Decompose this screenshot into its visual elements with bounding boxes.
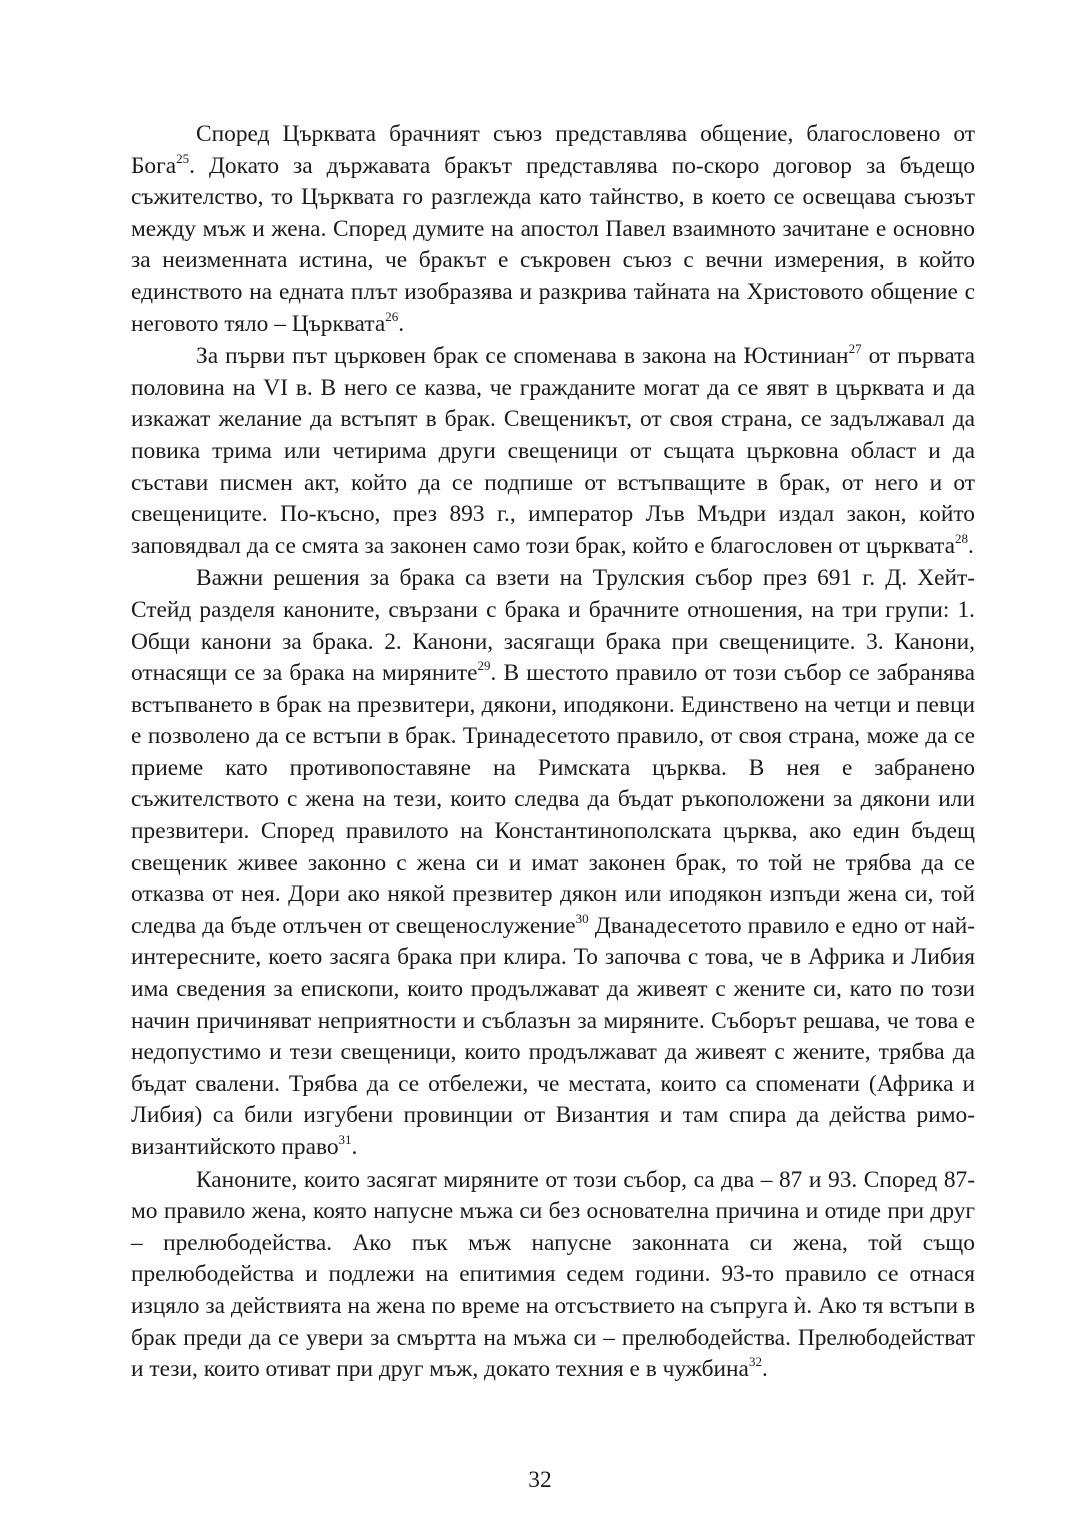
footnote-ref: 29 <box>477 658 491 674</box>
paragraph-text: За първи път църковен брак се споменава в закона на Юстиниан <box>196 343 849 370</box>
paragraph-text: Каноните, които засягат миряните от този събор, са два – 87 и 93. Според 87-мо правило жена, която напусне мъжа си без основателна причина и отиде при друг – прелюбодейства. Ако пък мъж напусне законната си жена, той също прелюбодейства и подлежи на епитимия седем години. 93-то правило се отнася изцяло за действията на жена по време на отсъствието на съпруга ѝ. Ако тя встъпи в брак преди да се увери за смъртта на мъжа си – прелюбодейства. Прелюбодействат и тези, които отиват при друг мъж, докато техния е в чужбина <box>131 1166 975 1383</box>
footnote-ref: 27 <box>848 341 862 357</box>
paragraph-text: от първата половина на VI в. В него се казва, че гражданите могат да се явят в църквата и да изкажат желание да встъпят в брак. Свещеникът, от своя страна, се задължавал да повика трима или четирима други свещеници от същата църковна област и да състави писмен акт, който да се подпише от встъпващите в брак, от него и от свещениците. По-късно, през 893 г., император Лъв Мъдри издал закон, който заповядвал да се смята за законен само този брак, който е благословен от църквата <box>131 343 975 559</box>
paragraph-text: . <box>968 532 974 559</box>
paragraph <box>131 119 975 340</box>
footnote-ref: 32 <box>748 1354 762 1370</box>
paragraph-text: Според Църквата брачният съюз представлява общение, благословено от Бога <box>131 121 975 179</box>
paragraph <box>131 1165 975 1386</box>
paragraph <box>131 563 975 1163</box>
paragraph-text: . <box>398 310 405 337</box>
page-body <box>131 119 975 1386</box>
page-number: 32 <box>528 1467 552 1493</box>
footnote-ref: 30 <box>575 911 589 927</box>
paragraph <box>131 341 975 562</box>
footnote-ref: 26 <box>385 308 399 324</box>
paragraph-text: . <box>351 1134 358 1160</box>
paragraph-text: . Докато за държавата бракът представлява по-скоро договор за бъдещо съжителство, то Църквата го разглежда като тайнство, в което се освещава съюзът между мъж и жена. Според думите на апостол Павел взаимното зачитане е основно за неизменната истина, че бракът е съкровен съюз с вечни измерения, в който единството на едната плът изобразява и разкрива тайната на Христовото общение с неговото тяло – Църквата <box>131 152 975 337</box>
paragraph-text: Важни решения за брака са взети на Трулския събор през 691 г. Д. Хейт-Стейд разделя каноните, свързани с брака и брачните отношения, на три групи: 1. Общи канони за брака. 2. Канони, засягащи брака при свещениците. 3. Канони, отнасящи се за брака на миряните <box>131 565 975 687</box>
footnote-ref: 28 <box>955 530 969 546</box>
paragraph-text: . <box>761 1356 768 1383</box>
footnote-ref: 31 <box>338 1132 352 1148</box>
footnote-ref: 25 <box>176 150 190 166</box>
paragraph-text: . В шестото правило от този събор се забранява встъпването в брак на презвитери, дякони, иподякони. Единствено на четци и певци е позволено да се встъпи в брак. Тринадесетото правило, от своя страна, може да се приеме като противопоставяне на Римската църква. В нея е забранено съжителството с жена на тези, които следва да бъдат ръкоположени за дякони или презвитери. Според правилото на Константинополската църква, ако един бъдещ свещеник живее законно с жена си и имат законен брак, то той не трябва да се отказва от нея. Дори ако някой презвитер дякон или иподякон изпъди жена си, той следва да бъде отлъчен от свещенослужение <box>131 660 975 939</box>
paragraph-text: Дванадесетото правило е едно от най-интересните, което засяга брака при клира. То започва с това, че в Африка и Либия има сведения за епископи, които продължават да живеят с жените си, като по този начин причиняват неприятности и съблазън за миряните. Съборът решава, че това е недопустимо и тези свещеници, които продължават да живеят с жените, трябва да бъдат свалени. Трябва да се отбележи, че местата, които са споменати (Африка и Либия) са били изгубени провинции от Византия и там спира да действа римо-византийското право <box>131 912 975 1160</box>
